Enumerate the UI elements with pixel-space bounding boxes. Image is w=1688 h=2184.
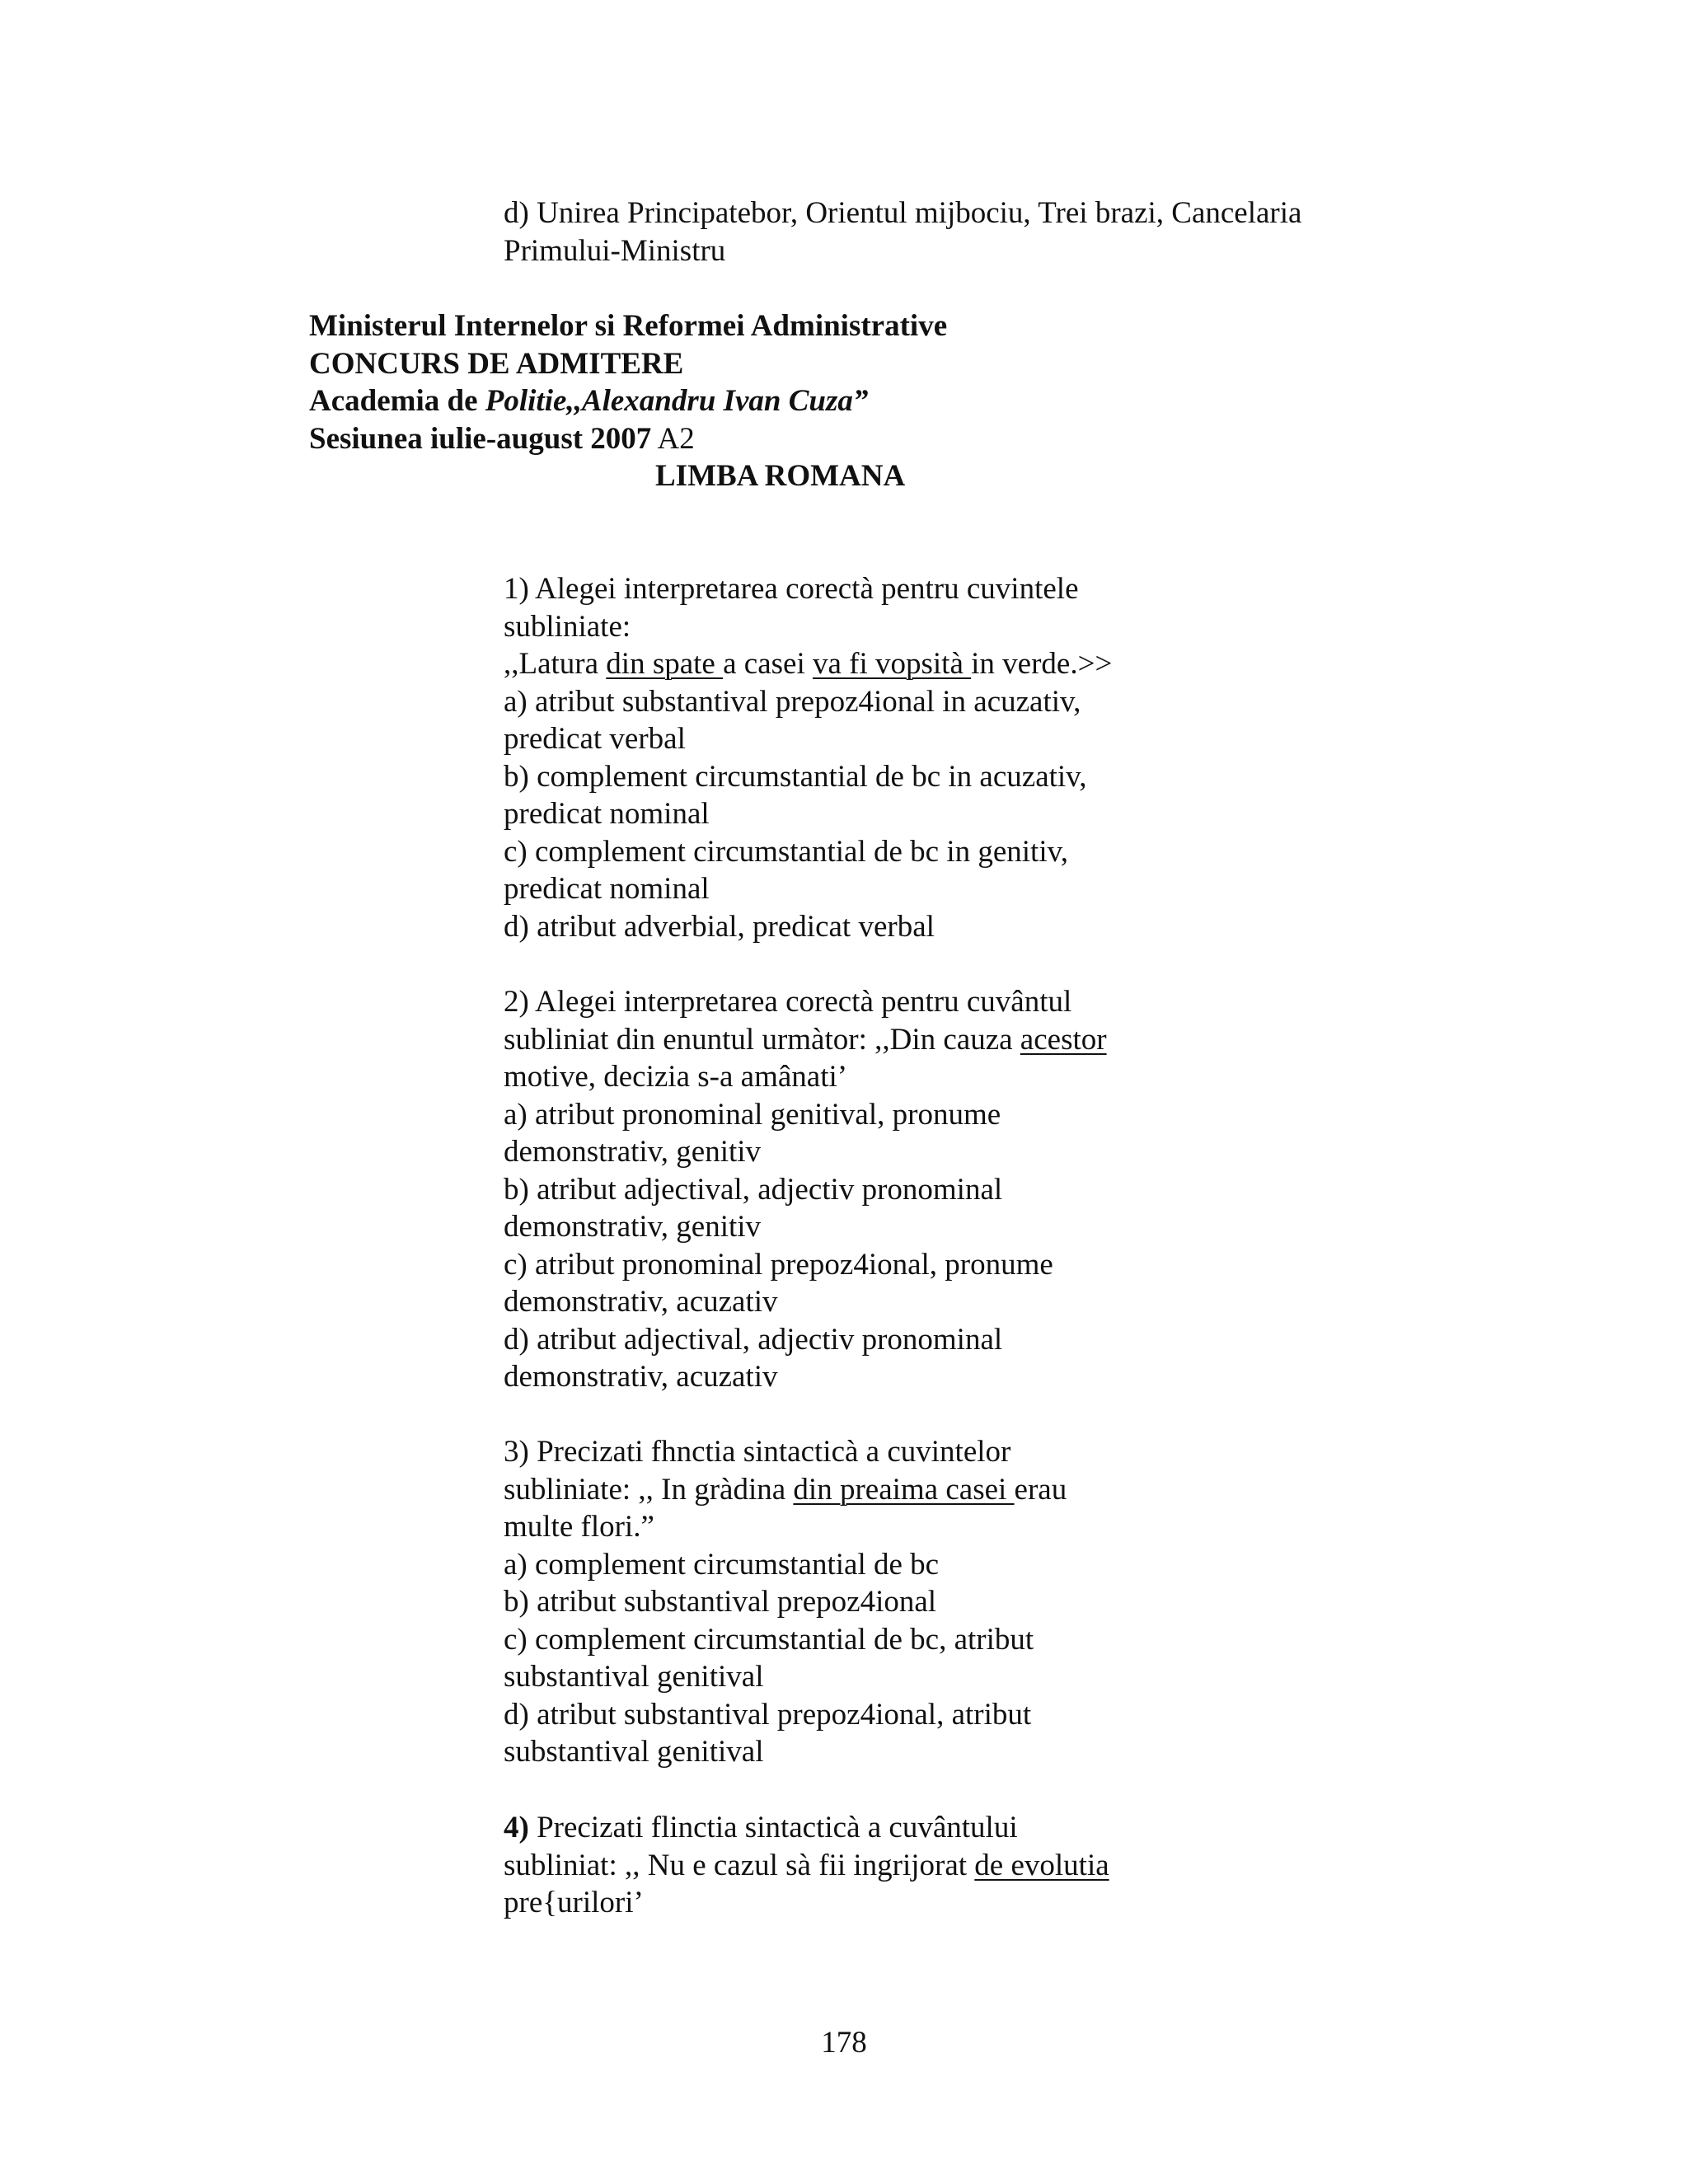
text-line: d) Unirea Principatebor, Orientul mijbociu, Trei brazi, Cancelaria — [504, 196, 1302, 230]
quote-text: subliniate: ,, In gràdina — [504, 1472, 794, 1507]
answer-option: a) complement circumstantial de bc — [504, 1547, 940, 1582]
question-quote: multe flori.” — [504, 1510, 654, 1544]
answer-option: predicat nominal — [504, 797, 710, 831]
question-intro: subliniate: — [504, 609, 631, 644]
answer-option: demonstrativ, acuzativ — [504, 1285, 778, 1319]
answer-option: d) atribut adjectival, adjectiv pronominal — [504, 1322, 1003, 1357]
page-number: 178 — [821, 2026, 867, 2060]
variant-label: A2 — [651, 421, 695, 456]
answer-option: a) atribut substantival prepoz4ional in acuzativ, — [504, 684, 1081, 719]
question-quote — [504, 645, 1476, 683]
question-4 — [504, 1809, 1476, 1922]
answer-option: c) complement circumstantial de bc in genitiv, — [504, 834, 1068, 869]
answer-option: d) atribut substantival prepoz4ional, atribut — [504, 1697, 1032, 1732]
ministry-title: Ministerul Internelor si Reformei Administrative — [309, 309, 948, 343]
subject-title: LIMBA ROMANA — [655, 459, 906, 493]
underlined-words: acestor — [1020, 1022, 1107, 1057]
underlined-words: din spate — [606, 647, 724, 681]
question-intro: 2) Alegei interpretarea corectà pentru cuvântul — [504, 985, 1072, 1019]
answer-option: predicat nominal — [504, 872, 710, 906]
answer-option: substantival genitival — [504, 1660, 764, 1694]
quote-text: a casei — [723, 647, 813, 681]
text-line: Primului-Ministru — [504, 233, 726, 268]
answer-option: b) atribut substantival prepoz4ional — [504, 1585, 937, 1619]
question-quote: motive, decizia s-a amânati’ — [504, 1060, 848, 1094]
academy-title — [309, 382, 1381, 420]
question-quote: pre{urilori’ — [504, 1886, 644, 1919]
contest-title: CONCURS DE ADMITERE — [309, 346, 684, 381]
question-intro-text: Precizati flinctia sintacticà a cuvântului — [528, 1811, 1018, 1844]
academy-prefix: Academia de — [309, 384, 485, 418]
question-2 — [504, 983, 1476, 1396]
question-intro — [504, 1809, 1476, 1847]
exam-header — [309, 307, 1381, 457]
question-number: 4) — [504, 1811, 529, 1844]
academy-name: Politie,,Alexandru Ivan Cuza” — [485, 384, 869, 418]
quote-text: ,,Latura — [504, 647, 607, 681]
underlined-words: din preaima casei — [793, 1472, 1015, 1507]
answer-option: demonstrativ, acuzativ — [504, 1360, 778, 1394]
answer-option: b) complement circumstantial de bc in acuzativ, — [504, 759, 1087, 794]
underlined-words: de evolutia — [974, 1848, 1109, 1882]
session-title — [309, 420, 1381, 458]
underlined-words: va fi vopsità — [812, 647, 972, 681]
answer-option: b) atribut adjectival, adjectiv pronominal — [504, 1172, 1003, 1207]
answer-option: predicat verbal — [504, 722, 686, 756]
quote-text: in verde.>> — [971, 647, 1113, 681]
answer-option: substantival genitival — [504, 1735, 764, 1769]
question-3 — [504, 1433, 1476, 1771]
quote-text: subliniat din enuntul urmàtor: ,,Din cauza — [504, 1022, 1020, 1057]
answer-option: d) atribut adverbial, predicat verbal — [504, 909, 935, 944]
question-quote — [504, 1471, 1476, 1509]
question-quote — [504, 1847, 1476, 1885]
quote-text: subliniat: ,, Nu e cazul sà fii ingrijorat — [504, 1848, 975, 1882]
answer-option: demonstrativ, genitiv — [504, 1210, 762, 1244]
session-label: Sesiunea iulie-august 2007 — [309, 421, 652, 456]
question-quote — [504, 1021, 1476, 1059]
question-intro: 1) Alegei interpretarea corectà pentru cuvintele — [504, 572, 1079, 606]
question-intro: 3) Precizati fhnctia sintacticà a cuvintelor — [504, 1435, 1011, 1469]
answer-option: c) complement circumstantial de bc, atribut — [504, 1622, 1034, 1657]
answer-option: demonstrativ, genitiv — [504, 1135, 762, 1169]
answer-option: a) atribut pronominal genitival, pronume — [504, 1097, 1001, 1132]
question-1 — [504, 570, 1476, 945]
previous-question-option-d — [504, 194, 1476, 269]
quote-text: erau — [1014, 1472, 1067, 1507]
answer-option: c) atribut pronominal prepoz4ional, pronume — [504, 1247, 1053, 1282]
